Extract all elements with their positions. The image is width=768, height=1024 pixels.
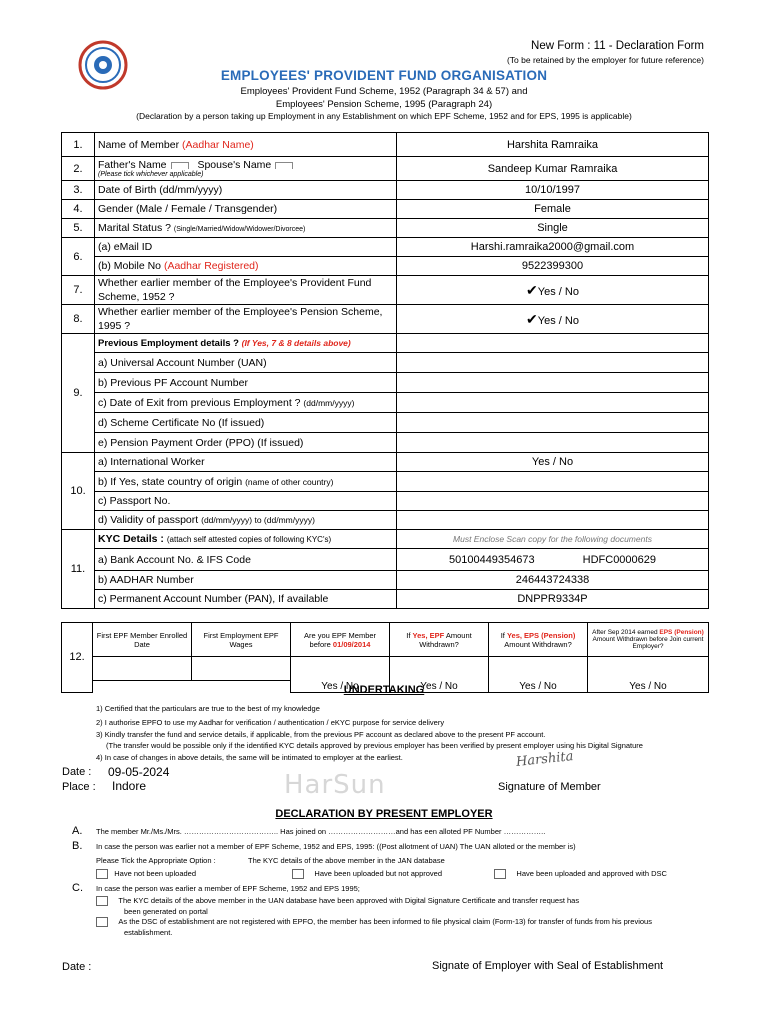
place-value[interactable]: Indore [112, 779, 147, 793]
row-number: 7. [62, 276, 95, 305]
passport-label: c) Passport No. [95, 492, 397, 511]
option-physical-claim-cont: establishment. [124, 928, 173, 937]
epf-member-label: Whether earlier member of the Employee's Provident Fund Scheme, 1952 ? [95, 276, 397, 305]
eps-member-value[interactable]: ✔Yes / No [397, 305, 709, 334]
section-c-label: C. [72, 882, 83, 894]
member-name-value[interactable]: Harshita Ramraika [397, 133, 709, 157]
undertaking-item-3b: (The transfer would be possible only if the identified KYC details approved by previous employer has been verified by present employer using his Digital Signature [106, 741, 643, 750]
row-number: 10. [62, 453, 95, 530]
org-name: EMPLOYEES' PROVIDENT FUND ORGANISATION [220, 68, 548, 83]
email-label: (a) eMail ID [95, 238, 397, 257]
row-number: 9. [62, 334, 95, 453]
date-label: Date : [62, 766, 92, 778]
country-value[interactable] [397, 472, 709, 492]
employer-date-label: Date : [62, 961, 92, 973]
undertaking-item-4: 4) In case of changes in above details, the same will be intimated to employer at the earliest. [96, 753, 403, 762]
row-number: 12. [62, 623, 93, 693]
row-number: 1. [62, 133, 95, 157]
row-number: 4. [62, 200, 95, 219]
eps-withdrawn-header: If Yes, EPS (Pension) Amount Withdrawn? [489, 623, 588, 657]
kyc-note: Must Enclose Scan copy for the following documents [397, 530, 709, 549]
scheme-line-1: Employees' Provident Fund Scheme, 1952 (Paragraph 34 & 57) and [240, 86, 528, 97]
scheme-cert-label: d) Scheme Certificate No (If issued) [95, 413, 397, 433]
undertaking-title: UNDERTAKING [343, 684, 425, 696]
marital-value[interactable]: Single [397, 219, 709, 238]
option-uploaded-not-approved[interactable]: Have been uploaded but not approved [292, 869, 442, 879]
kyc-title: KYC Details : (attach self attested copies of following KYC's) [95, 530, 397, 549]
section-a-text: The member Mr./Ms./Mrs. ……………………………….. Has joined on ………………………and has een alloted PF Number …………….. [96, 827, 546, 836]
father-checkbox[interactable] [171, 162, 189, 169]
member-signature: Harshita [515, 749, 575, 770]
gender-label: Gender (Male / Female / Transgender) [95, 200, 397, 219]
member-details-table [61, 132, 709, 609]
pan-label: c) Permanent Account Number (PAN), If available [95, 590, 397, 609]
tick-option-label: Please Tick the Appropriate Option : [96, 856, 216, 865]
first-wages-header: First Employment EPF Wages [192, 623, 291, 657]
spouse-checkbox[interactable] [275, 162, 293, 169]
checkbox[interactable] [96, 917, 108, 927]
eps-withdrawn-yn[interactable]: Yes / No [489, 681, 588, 693]
passport-value[interactable] [397, 492, 709, 511]
option-not-uploaded[interactable]: Have not been uploaded [96, 869, 196, 879]
row-number: 2. [62, 157, 95, 181]
section-c-text: In case the person was earlier a member of EPF Scheme, 1952 and EPS 1995; [96, 884, 360, 893]
ppo-label: e) Pension Payment Order (PPO) (If issued) [95, 433, 397, 453]
undertaking-item-2: 2) I authorise EPFO to use my Aadhar for verification / authentication / eKYC purpose for service delivery [96, 718, 445, 727]
checkbox[interactable] [494, 869, 506, 879]
uan-value[interactable] [397, 353, 709, 373]
epf-before-header: Are you EPF Member before 01/09/2014 [291, 623, 390, 657]
ifsc-code: HDFC0000629 [582, 553, 657, 566]
epf-member-value[interactable]: ✔Yes / No [397, 276, 709, 305]
row-number: 11. [62, 530, 95, 609]
undertaking-item-1: 1) Certified that the particulars are true to the best of my knowledge [96, 704, 320, 713]
section-b-label: B. [72, 840, 83, 852]
scheme-cert-value[interactable] [397, 413, 709, 433]
checkbox[interactable] [96, 869, 108, 879]
bank-account: 50100449354673 [448, 553, 535, 566]
employer-declaration-title: DECLARATION BY PRESENT EMPLOYER [275, 808, 493, 820]
prev-pf-label: b) Previous PF Account Number [95, 373, 397, 393]
prev-employment-title: Previous Employment details ? (If Yes, 7 & 8 details above) [95, 334, 397, 353]
pan-value[interactable]: DNPPR9334P [397, 590, 709, 609]
epf-withdrawn-yn[interactable]: Yes / No [390, 681, 489, 693]
watermark: HarSun [284, 770, 386, 800]
aadhar-label: b) AADHAR Number [95, 571, 397, 590]
aadhar-value[interactable]: 246443724338 [397, 571, 709, 590]
eps-member-label: Whether earlier member of the Employee's Pension Scheme, 1995 ? [95, 305, 397, 334]
father-spouse-label: Father's Name Spouse's Name (Please tick whichever applicable) [95, 157, 397, 181]
first-epf-header: First EPF Member Enrolled Date [93, 623, 192, 657]
eps-after-yn[interactable]: Yes / No [588, 681, 709, 693]
first-epf-value[interactable] [93, 657, 192, 681]
first-wages-value[interactable] [192, 657, 291, 681]
section-b-text: In case the person was earlier not a member of EPF Scheme, 1952 and EPS, 1995: ((Post allotment of UAN) The UAN alloted or the member is) [96, 842, 576, 851]
scheme-line-2: Employees' Pension Scheme, 1995 (Paragraph 24) [275, 99, 493, 110]
member-signature-label: Signature of Member [498, 781, 601, 793]
gender-value[interactable]: Female [397, 200, 709, 219]
dob-value[interactable]: 10/10/1997 [397, 181, 709, 200]
name-label: Name of Member (Aadhar Name) [95, 133, 397, 157]
row-number: 6. [62, 238, 95, 276]
undertaking-item-3: 3) Kindly transfer the fund and service details, if applicable, from the previous PF account as declared above to the present PF account. [96, 730, 546, 739]
check-icon: ✔ [526, 310, 538, 327]
uan-label: a) Universal Account Number (UAN) [95, 353, 397, 373]
checkbox[interactable] [292, 869, 304, 879]
retain-note: (To be retained by the employer for future reference) [506, 55, 704, 65]
kyc-jan-label: The KYC details of the above member in the JAN database [248, 856, 445, 865]
option-physical-claim[interactable]: As the DSC of establishment are not registered with EPFO, the member has been informed to file physical claim (Form-13) for transfer of funds from his previous [96, 917, 652, 927]
exit-date-label: c) Date of Exit from previous Employment ? (dd/mm/yyyy) [95, 393, 397, 413]
row-number: 5. [62, 219, 95, 238]
exit-date-value[interactable] [397, 393, 709, 413]
email-value[interactable]: Harshi.ramraika2000@gmail.com [397, 238, 709, 257]
ppo-value[interactable] [397, 433, 709, 453]
intl-worker-value[interactable]: Yes / No [397, 453, 709, 472]
intl-worker-label: a) International Worker [95, 453, 397, 472]
place-label: Place : [62, 781, 96, 793]
option-kyc-approved-cont: been generated on portal [124, 907, 208, 916]
mobile-label: (b) Mobile No (Aadhar Registered) [95, 257, 397, 276]
checkbox[interactable] [96, 896, 108, 906]
dob-label: Date of Birth (dd/mm/yyyy) [95, 181, 397, 200]
option-approved-dsc[interactable]: Have been uploaded and approved with DSC [494, 869, 667, 879]
declaration-note: (Declaration by a person taking up Employment in any Establishment on which EPF Scheme, 1952 and for EPS, 1995 is applicable) [136, 111, 632, 121]
section-a-label: A. [72, 825, 83, 837]
withdrawal-table [61, 622, 709, 693]
country-label: b) If Yes, state country of origin (name of other country) [95, 472, 397, 492]
passport-validity-label: d) Validity of passport (dd/mm/yyyy) to (dd/mm/yyyy) [95, 511, 397, 530]
bank-label: a) Bank Account No. & IFS Code [95, 549, 397, 571]
father-spouse-value[interactable]: Sandeep Kumar Ramraika [397, 157, 709, 181]
employer-signature-label: Signate of Employer with Seal of Establishment [432, 960, 664, 972]
row-number: 8. [62, 305, 95, 334]
date-value[interactable]: 09-05-2024 [108, 765, 170, 779]
marital-label: Marital Status ? (Single/Married/Widow/Widower/Divorcee) [95, 219, 397, 238]
option-kyc-approved[interactable]: The KYC details of the above member in the UAN database have been approved with Digital Signature Certificate and transfer request has [96, 896, 579, 906]
epf-withdrawn-header: If Yes, EPF Amount Withdrawn? [390, 623, 489, 657]
epf-before-yn[interactable]: Yes / No [291, 681, 390, 693]
prev-pf-value[interactable] [397, 373, 709, 393]
bank-value[interactable] [397, 549, 709, 571]
mobile-value[interactable]: 9522399300 [397, 257, 709, 276]
eps-after-header: After Sep 2014 earned EPS (Pension) Amount Withdrawn before Join current Employer? [588, 623, 709, 657]
row-number: 3. [62, 181, 95, 200]
form-number: New Form : 11 - Declaration Form [531, 40, 704, 52]
passport-validity-value[interactable] [397, 511, 709, 530]
check-icon: ✔ [526, 281, 538, 298]
